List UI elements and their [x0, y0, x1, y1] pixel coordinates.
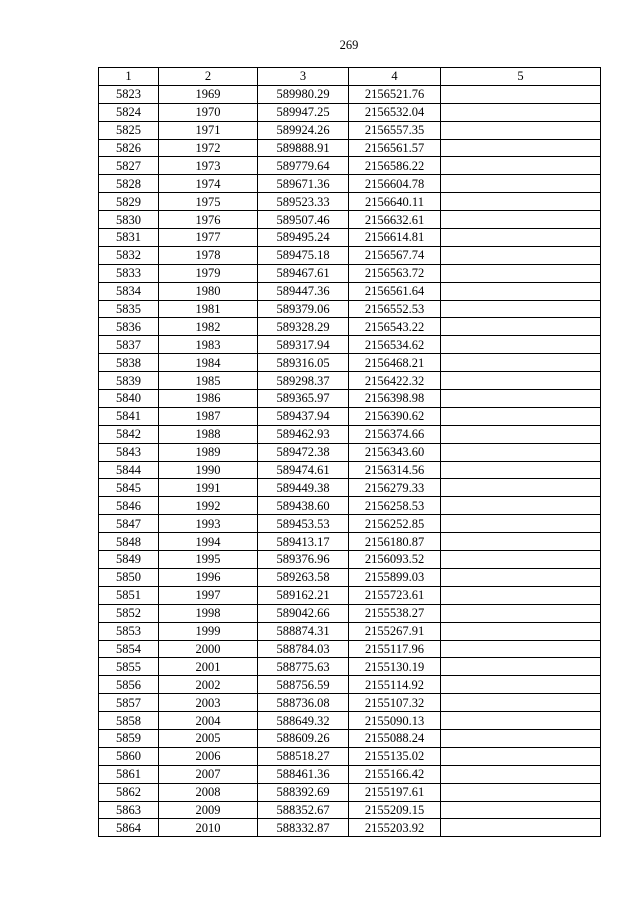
index-cell: 1992 — [159, 497, 258, 515]
x-coordinate-cell: 588756.59 — [258, 676, 349, 694]
index-cell: 2001 — [159, 658, 258, 676]
point-number-cell: 5834 — [99, 282, 159, 300]
table-row — [99, 568, 601, 586]
x-coordinate-cell: 588874.31 — [258, 622, 349, 640]
note-cell — [441, 282, 601, 300]
index-cell: 2006 — [159, 747, 258, 765]
note-cell — [441, 640, 601, 658]
index-cell: 2010 — [159, 819, 258, 837]
point-number-cell: 5857 — [99, 694, 159, 712]
table-row — [99, 533, 601, 551]
point-number-cell: 5859 — [99, 729, 159, 747]
table-row — [99, 282, 601, 300]
note-cell — [441, 694, 601, 712]
note-cell — [441, 336, 601, 354]
x-coordinate-cell: 589298.37 — [258, 372, 349, 390]
y-coordinate-cell: 2156561.64 — [349, 282, 441, 300]
table-row — [99, 747, 601, 765]
index-cell: 1995 — [159, 551, 258, 569]
table-row — [99, 407, 601, 425]
note-cell — [441, 461, 601, 479]
point-number-cell: 5846 — [99, 497, 159, 515]
table-row — [99, 729, 601, 747]
point-number-cell: 5863 — [99, 801, 159, 819]
x-coordinate-cell: 589449.38 — [258, 479, 349, 497]
y-coordinate-cell: 2156398.98 — [349, 390, 441, 408]
y-coordinate-cell: 2155538.27 — [349, 604, 441, 622]
point-number-cell: 5837 — [99, 336, 159, 354]
y-coordinate-cell: 2156390.62 — [349, 407, 441, 425]
index-cell: 1997 — [159, 586, 258, 604]
table-row — [99, 318, 601, 336]
y-coordinate-cell: 2155723.61 — [349, 586, 441, 604]
point-number-cell: 5831 — [99, 229, 159, 247]
table-row — [99, 640, 601, 658]
index-cell: 1969 — [159, 85, 258, 103]
note-cell — [441, 765, 601, 783]
point-number-cell: 5848 — [99, 533, 159, 551]
y-coordinate-cell: 2156543.22 — [349, 318, 441, 336]
index-cell: 1980 — [159, 282, 258, 300]
y-coordinate-cell: 2156640.11 — [349, 193, 441, 211]
table-row — [99, 694, 601, 712]
point-number-cell: 5836 — [99, 318, 159, 336]
x-coordinate-cell: 589671.36 — [258, 175, 349, 193]
table-body — [99, 85, 601, 836]
note-cell — [441, 407, 601, 425]
table-row — [99, 676, 601, 694]
point-number-cell: 5851 — [99, 586, 159, 604]
x-coordinate-cell: 589317.94 — [258, 336, 349, 354]
header-cell-2: 2 — [159, 68, 258, 86]
x-coordinate-cell: 589924.26 — [258, 121, 349, 139]
point-number-cell: 5860 — [99, 747, 159, 765]
table-row — [99, 264, 601, 282]
y-coordinate-cell: 2156557.35 — [349, 121, 441, 139]
y-coordinate-cell: 2155209.15 — [349, 801, 441, 819]
note-cell — [441, 622, 601, 640]
point-number-cell: 5824 — [99, 103, 159, 121]
x-coordinate-cell: 589462.93 — [258, 425, 349, 443]
y-coordinate-cell: 2156567.74 — [349, 246, 441, 264]
x-coordinate-cell: 589042.66 — [258, 604, 349, 622]
index-cell: 1988 — [159, 425, 258, 443]
point-number-cell: 5864 — [99, 819, 159, 837]
y-coordinate-cell: 2156521.76 — [349, 85, 441, 103]
point-number-cell: 5838 — [99, 354, 159, 372]
x-coordinate-cell: 589316.05 — [258, 354, 349, 372]
index-cell: 1989 — [159, 443, 258, 461]
note-cell — [441, 175, 601, 193]
y-coordinate-cell: 2156632.61 — [349, 211, 441, 229]
index-cell: 1970 — [159, 103, 258, 121]
y-coordinate-cell: 2155088.24 — [349, 729, 441, 747]
point-number-cell: 5862 — [99, 783, 159, 801]
y-coordinate-cell: 2156374.66 — [349, 425, 441, 443]
point-number-cell: 5832 — [99, 246, 159, 264]
table-row — [99, 783, 601, 801]
y-coordinate-cell: 2156180.87 — [349, 533, 441, 551]
note-cell — [441, 586, 601, 604]
y-coordinate-cell: 2156586.22 — [349, 157, 441, 175]
note-cell — [441, 819, 601, 837]
index-cell: 2000 — [159, 640, 258, 658]
index-cell: 1991 — [159, 479, 258, 497]
x-coordinate-cell: 589437.94 — [258, 407, 349, 425]
x-coordinate-cell: 589413.17 — [258, 533, 349, 551]
point-number-cell: 5858 — [99, 712, 159, 730]
table-row — [99, 658, 601, 676]
note-cell — [441, 747, 601, 765]
y-coordinate-cell: 2156314.56 — [349, 461, 441, 479]
index-cell: 1979 — [159, 264, 258, 282]
note-cell — [441, 604, 601, 622]
x-coordinate-cell: 588461.36 — [258, 765, 349, 783]
index-cell: 1976 — [159, 211, 258, 229]
index-cell: 1998 — [159, 604, 258, 622]
header-row — [99, 68, 601, 86]
index-cell: 1999 — [159, 622, 258, 640]
y-coordinate-cell: 2156604.78 — [349, 175, 441, 193]
index-cell: 1977 — [159, 229, 258, 247]
note-cell — [441, 264, 601, 282]
table-row — [99, 139, 601, 157]
note-cell — [441, 533, 601, 551]
note-cell — [441, 139, 601, 157]
header-cell-4: 4 — [349, 68, 441, 86]
y-coordinate-cell: 2156532.04 — [349, 103, 441, 121]
index-cell: 1986 — [159, 390, 258, 408]
point-number-cell: 5828 — [99, 175, 159, 193]
x-coordinate-cell: 589888.91 — [258, 139, 349, 157]
note-cell — [441, 85, 601, 103]
note-cell — [441, 801, 601, 819]
x-coordinate-cell: 589523.33 — [258, 193, 349, 211]
x-coordinate-cell: 589472.38 — [258, 443, 349, 461]
table-row — [99, 103, 601, 121]
table-row — [99, 461, 601, 479]
note-cell — [441, 103, 601, 121]
index-cell: 2003 — [159, 694, 258, 712]
table-row — [99, 604, 601, 622]
note-cell — [441, 443, 601, 461]
point-number-cell: 5861 — [99, 765, 159, 783]
index-cell: 1984 — [159, 354, 258, 372]
table-row — [99, 193, 601, 211]
point-number-cell: 5854 — [99, 640, 159, 658]
table-row — [99, 211, 601, 229]
x-coordinate-cell: 588649.32 — [258, 712, 349, 730]
x-coordinate-cell: 589447.36 — [258, 282, 349, 300]
point-number-cell: 5853 — [99, 622, 159, 640]
point-number-cell: 5830 — [99, 211, 159, 229]
note-cell — [441, 211, 601, 229]
y-coordinate-cell: 2155267.91 — [349, 622, 441, 640]
y-coordinate-cell: 2156252.85 — [349, 515, 441, 533]
table-row — [99, 425, 601, 443]
table-row — [99, 551, 601, 569]
y-coordinate-cell: 2156534.62 — [349, 336, 441, 354]
y-coordinate-cell: 2155899.03 — [349, 568, 441, 586]
point-number-cell: 5826 — [99, 139, 159, 157]
y-coordinate-cell: 2156093.52 — [349, 551, 441, 569]
y-coordinate-cell: 2155135.02 — [349, 747, 441, 765]
y-coordinate-cell: 2156422.32 — [349, 372, 441, 390]
point-number-cell: 5855 — [99, 658, 159, 676]
note-cell — [441, 729, 601, 747]
table-row — [99, 121, 601, 139]
index-cell: 2002 — [159, 676, 258, 694]
index-cell: 2005 — [159, 729, 258, 747]
index-cell: 1987 — [159, 407, 258, 425]
y-coordinate-cell: 2155114.92 — [349, 676, 441, 694]
table-row — [99, 175, 601, 193]
index-cell: 1981 — [159, 300, 258, 318]
table-row — [99, 157, 601, 175]
point-number-cell: 5845 — [99, 479, 159, 497]
x-coordinate-cell: 589474.61 — [258, 461, 349, 479]
x-coordinate-cell: 589162.21 — [258, 586, 349, 604]
point-number-cell: 5852 — [99, 604, 159, 622]
note-cell — [441, 354, 601, 372]
x-coordinate-cell: 588518.27 — [258, 747, 349, 765]
note-cell — [441, 497, 601, 515]
index-cell: 1994 — [159, 533, 258, 551]
note-cell — [441, 246, 601, 264]
point-number-cell: 5844 — [99, 461, 159, 479]
x-coordinate-cell: 589507.46 — [258, 211, 349, 229]
y-coordinate-cell: 2156258.53 — [349, 497, 441, 515]
index-cell: 1985 — [159, 372, 258, 390]
note-cell — [441, 390, 601, 408]
x-coordinate-cell: 588352.67 — [258, 801, 349, 819]
y-coordinate-cell: 2155090.13 — [349, 712, 441, 730]
y-coordinate-cell: 2155117.96 — [349, 640, 441, 658]
table-row — [99, 443, 601, 461]
x-coordinate-cell: 589263.58 — [258, 568, 349, 586]
y-coordinate-cell: 2156552.53 — [349, 300, 441, 318]
table-row — [99, 497, 601, 515]
x-coordinate-cell: 589779.64 — [258, 157, 349, 175]
x-coordinate-cell: 589438.60 — [258, 497, 349, 515]
table-row — [99, 819, 601, 837]
table-row — [99, 246, 601, 264]
x-coordinate-cell: 589475.18 — [258, 246, 349, 264]
x-coordinate-cell: 588392.69 — [258, 783, 349, 801]
point-number-cell: 5841 — [99, 407, 159, 425]
index-cell: 2009 — [159, 801, 258, 819]
y-coordinate-cell: 2155166.42 — [349, 765, 441, 783]
index-cell: 1982 — [159, 318, 258, 336]
x-coordinate-cell: 588736.08 — [258, 694, 349, 712]
x-coordinate-cell: 589980.29 — [258, 85, 349, 103]
x-coordinate-cell: 589365.97 — [258, 390, 349, 408]
point-number-cell: 5842 — [99, 425, 159, 443]
point-number-cell: 5850 — [99, 568, 159, 586]
y-coordinate-cell: 2156563.72 — [349, 264, 441, 282]
index-cell: 1996 — [159, 568, 258, 586]
index-cell: 1978 — [159, 246, 258, 264]
note-cell — [441, 568, 601, 586]
table-row — [99, 85, 601, 103]
point-number-cell: 5823 — [99, 85, 159, 103]
table-row — [99, 801, 601, 819]
index-cell: 1983 — [159, 336, 258, 354]
point-number-cell: 5856 — [99, 676, 159, 694]
y-coordinate-cell: 2156468.21 — [349, 354, 441, 372]
page-number: 269 — [339, 38, 359, 52]
y-coordinate-cell: 2156279.33 — [349, 479, 441, 497]
x-coordinate-cell: 589453.53 — [258, 515, 349, 533]
point-number-cell: 5839 — [99, 372, 159, 390]
index-cell: 1974 — [159, 175, 258, 193]
note-cell — [441, 425, 601, 443]
table-row — [99, 229, 601, 247]
y-coordinate-cell: 2156343.60 — [349, 443, 441, 461]
index-cell: 2008 — [159, 783, 258, 801]
point-number-cell: 5840 — [99, 390, 159, 408]
table-row — [99, 354, 601, 372]
note-cell — [441, 676, 601, 694]
x-coordinate-cell: 589328.29 — [258, 318, 349, 336]
x-coordinate-cell: 589376.96 — [258, 551, 349, 569]
index-cell: 1971 — [159, 121, 258, 139]
index-cell: 2007 — [159, 765, 258, 783]
table-row — [99, 622, 601, 640]
note-cell — [441, 157, 601, 175]
index-cell: 1990 — [159, 461, 258, 479]
index-cell: 2004 — [159, 712, 258, 730]
x-coordinate-cell: 588332.87 — [258, 819, 349, 837]
note-cell — [441, 551, 601, 569]
y-coordinate-cell: 2155130.19 — [349, 658, 441, 676]
y-coordinate-cell: 2156561.57 — [349, 139, 441, 157]
table-row — [99, 336, 601, 354]
note-cell — [441, 121, 601, 139]
point-number-cell: 5829 — [99, 193, 159, 211]
index-cell: 1972 — [159, 139, 258, 157]
x-coordinate-cell: 588775.63 — [258, 658, 349, 676]
point-number-cell: 5825 — [99, 121, 159, 139]
note-cell — [441, 515, 601, 533]
table-row — [99, 479, 601, 497]
point-number-cell: 5847 — [99, 515, 159, 533]
y-coordinate-cell: 2155197.61 — [349, 783, 441, 801]
point-number-cell: 5843 — [99, 443, 159, 461]
y-coordinate-cell: 2155203.92 — [349, 819, 441, 837]
note-cell — [441, 712, 601, 730]
x-coordinate-cell: 588609.26 — [258, 729, 349, 747]
x-coordinate-cell: 589495.24 — [258, 229, 349, 247]
table-row — [99, 515, 601, 533]
table-row — [99, 765, 601, 783]
header-cell-1: 1 — [99, 68, 159, 86]
x-coordinate-cell: 589947.25 — [258, 103, 349, 121]
x-coordinate-cell: 589467.61 — [258, 264, 349, 282]
index-cell: 1993 — [159, 515, 258, 533]
note-cell — [441, 193, 601, 211]
table-row — [99, 300, 601, 318]
note-cell — [441, 318, 601, 336]
index-cell: 1973 — [159, 157, 258, 175]
table-row — [99, 586, 601, 604]
point-number-cell: 5827 — [99, 157, 159, 175]
header-cell-3: 3 — [258, 68, 349, 86]
point-number-cell: 5833 — [99, 264, 159, 282]
note-cell — [441, 300, 601, 318]
note-cell — [441, 658, 601, 676]
note-cell — [441, 372, 601, 390]
note-cell — [441, 229, 601, 247]
table-row — [99, 712, 601, 730]
table-row — [99, 372, 601, 390]
y-coordinate-cell: 2155107.32 — [349, 694, 441, 712]
note-cell — [441, 479, 601, 497]
table-row — [99, 390, 601, 408]
note-cell — [441, 783, 601, 801]
x-coordinate-cell: 588784.03 — [258, 640, 349, 658]
table-header — [99, 68, 601, 86]
index-cell: 1975 — [159, 193, 258, 211]
coordinates-table — [98, 67, 601, 837]
header-cell-5: 5 — [441, 68, 601, 86]
y-coordinate-cell: 2156614.81 — [349, 229, 441, 247]
point-number-cell: 5849 — [99, 551, 159, 569]
point-number-cell: 5835 — [99, 300, 159, 318]
x-coordinate-cell: 589379.06 — [258, 300, 349, 318]
